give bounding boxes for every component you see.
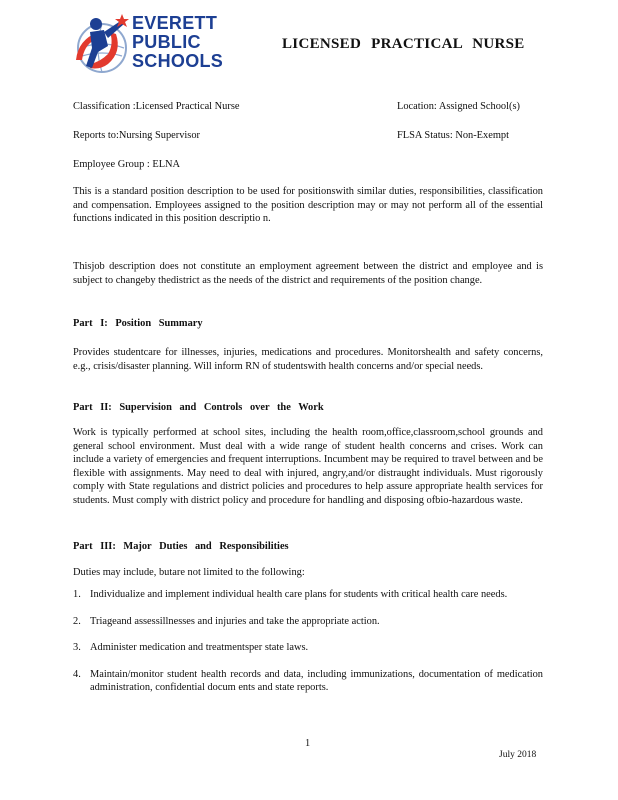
employee-group-field: Employee Group : ELNA [73,159,181,170]
list-item-number: 3. [73,642,81,654]
list-item-text: Triageand assessillnesses and injuries and take the appropriate action. [90,615,380,627]
list-item-text: Maintain/monitor student health records and data, including immunizations, documentation of medication administration, confidential docum ents and state reports. [90,668,543,694]
list-item [73,588,543,602]
list-item-number: 4. [73,668,81,680]
part2-heading: Part II: Supervision and Controls over the Work [73,402,324,413]
footer-date: July 2018 [499,750,537,760]
page-title: LICENSED PRACTICAL NURSE [282,36,525,52]
district-logo [70,10,240,80]
part1-body: Provides studentcare for illnesses, injuries, medications and procedures. Monitorshealth and safety concerns, e.g., crisis/disaster planning. Will inform RN of studentswith health concerns and/or special needs. [73,347,543,372]
reports-to-field: Reports to:Nursing Supervisor [73,130,200,141]
duties-list [73,588,543,708]
list-item [73,668,543,695]
logo-text-line: SCHOOLS [132,51,224,71]
disclaimer-paragraph: Thisjob description does not constitute an employment agreement between the district and employee and is subject to changeby thedistrict as the needs of the district and requirements of the position change. [73,261,543,286]
flsa-status-field: FLSA Status: Non-Exempt [397,130,509,141]
duties-intro: Duties may include, butare not limited to the following: [73,567,305,578]
list-item-text: Individualize and implement individual health care plans for students with critical health care needs. [90,589,508,600]
part2-body: Work is typically performed at school sites, including the health room,office,classroom,school grounds and general school environment. Must deal with a wide range of student health concerns and crises. Work can include a variety of emergencies and frequent interruptions. Incumbent may be required to travel between and be flexible with assignments. May need to deal with injured, angry,and/or distraught individuals. Must rigorously comply with State regulations and district policies and procedures to help assure appropriate health services for students. Must comply with district policy and procedure for handling and disposing ofbio-hazardous waste. [73,427,543,506]
logo-text-line: PUBLIC [132,32,201,52]
page-number: 1 [305,738,311,749]
location-field: Location: Assigned School(s) [397,101,520,112]
list-item-text: Administer medication and treatmentsper state laws. [90,642,309,654]
part3-heading: Part III: Major Duties and Responsibilities [73,541,289,552]
list-item-number: 2. [73,615,81,627]
list-item [73,615,543,629]
part1-heading: Part I: Position Summary [73,318,203,329]
logo-figure-icon [70,10,134,80]
logo-text-line: EVERETT [132,13,218,33]
classification-field: Classification :Licensed Practical Nurse [73,101,240,112]
intro-paragraph: This is a standard position description to be used for positionswith similar duties, responsibilities, classification and compensation. Employees assigned to the position description may or may not perform all of the essential functions indicated in this position descriptio n. [73,186,543,225]
list-item [73,641,543,655]
list-item-number: 1. [73,589,81,600]
